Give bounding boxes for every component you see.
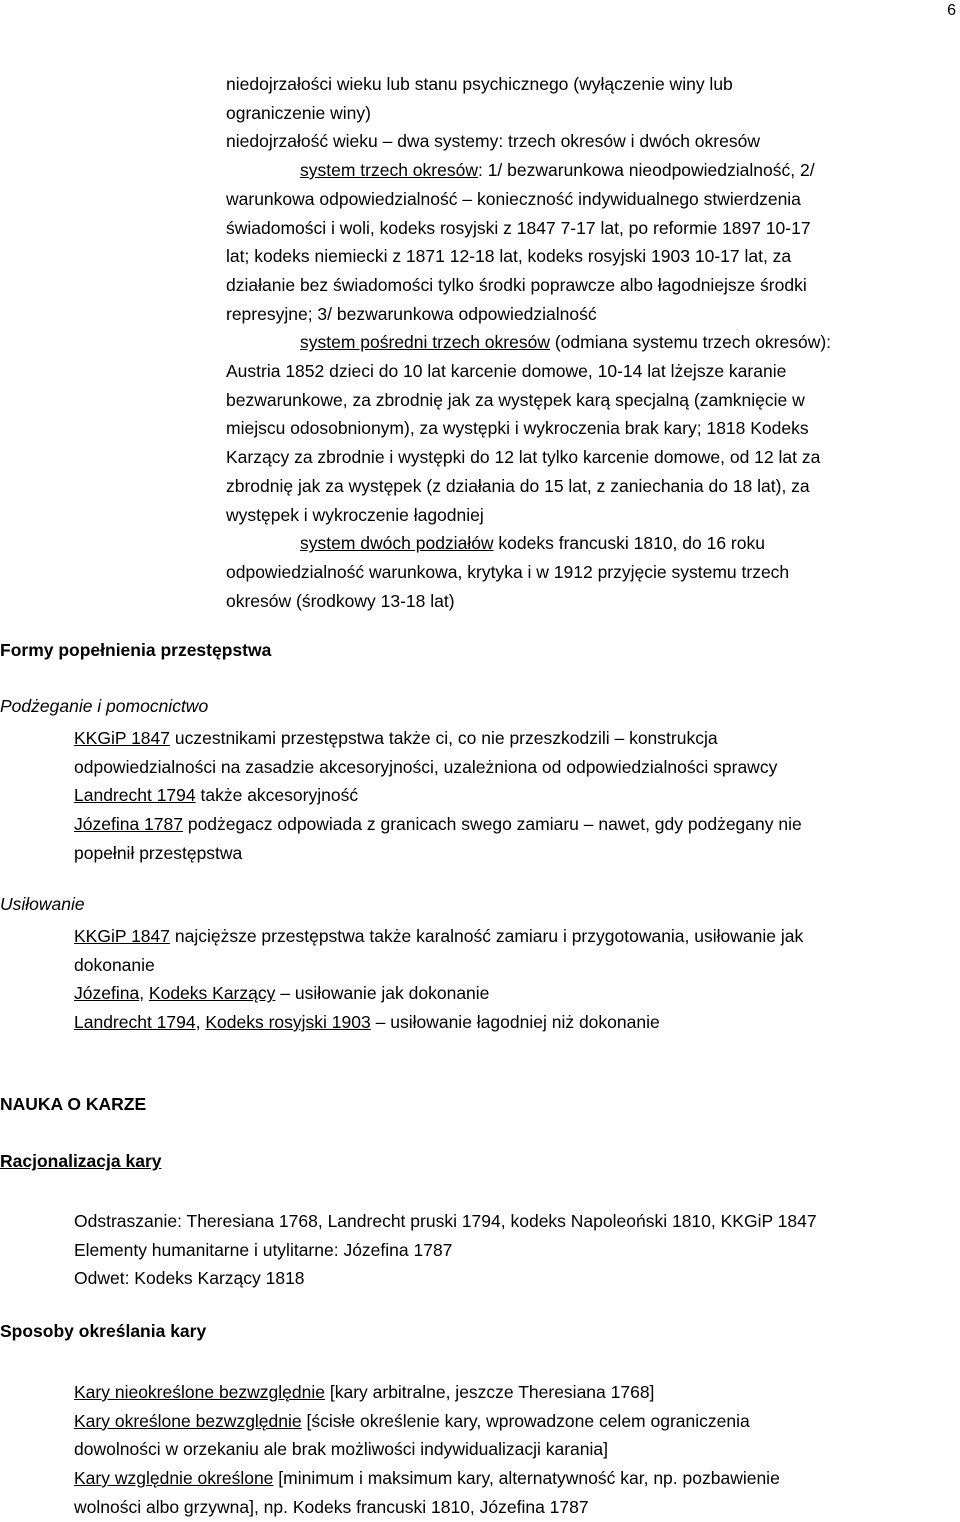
code-ref: KKGiP 1847 — [74, 728, 170, 748]
entry-line: dokonanie — [74, 954, 155, 975]
subheading-attempt: Usiłowanie — [0, 894, 85, 914]
text-line: bezwarunkowe, za zbrodnię jak za występek karą specjalną (zamknięcie w — [226, 389, 805, 410]
intermediate-system-line: system pośredni trzech okresów (odmiana systemu trzech okresów): — [300, 332, 832, 353]
text-line: zbrodnię jak za występek (z działania do 15 lat, z zaniechania do 18 lat), za — [226, 475, 810, 496]
entry-line: KKGiP 1847 najcięższe przestępstwa także karalność zamiaru i przygotowania, usiłowanie jak — [74, 926, 804, 946]
entry-line: Józefina, Kodeks Karzący – usiłowanie jak dokonanie — [74, 983, 490, 1004]
text-line: represyjne; 3/ bezwarunkowa odpowiedzialność — [226, 303, 597, 324]
text-line: Karzący za zbrodnie i występki do 12 lat tylko karcenie domowe, od 12 lat za — [226, 447, 821, 468]
code-ref: Józefina — [74, 983, 140, 1004]
incitement-entries — [74, 724, 802, 868]
text-line: lat; kodeks niemiecki z 1871 12-18 lat, kodeks rosyjski 1903 10-17 lat, za — [226, 246, 792, 267]
attempt-entries — [74, 922, 803, 1037]
three-period-system-line: system trzech okresów: 1/ bezwarunkowa nieodpowiedzialność, 2/ — [300, 160, 815, 181]
text-line: Austria 1852 dzieci do 10 lat karcenie domowe, 10-14 lat lżejsze karanie — [226, 361, 787, 382]
subheading-incitement: Podżeganie i pomocnictwo — [0, 696, 209, 716]
text-line: okresów (środkowy 13-18 lat) — [226, 590, 455, 611]
entry-line: Landrecht 1794, Kodeks rosyjski 1903 – usiłowanie łagodniej niż dokonanie — [74, 1012, 660, 1033]
text-line: działanie bez świadomości tylko środki poprawcze albo łagodniejsze środki — [226, 274, 807, 295]
rationalization-entries — [74, 1207, 817, 1293]
entry-line: popełnił przestępstwa — [74, 842, 243, 863]
text-line: niedojrzałość wieku – dwa systemy: trzech okresów i dwóch okresów — [226, 131, 760, 152]
text-line: ograniczenie winy) — [226, 102, 371, 123]
term: Kary nieokreślone bezwzględnie — [74, 1382, 325, 1402]
entry-line: odpowiedzialności na zasadzie akcesoryjności, uzależniona od odpowiedzialności sprawcy — [74, 756, 778, 777]
entry-line: Odstraszanie: Theresiana 1768, Landrecht pruski 1794, kodeks Napoleoński 1810, KKGiP 1847 — [74, 1211, 817, 1231]
entry-line: Kary określone bezwzględnie [ścisłe określenie kary, wprowadzone celem ograniczenia — [74, 1410, 750, 1431]
text-line: miejscu odosobnionym), za występki i wykroczenia brak kary; 1818 Kodeks — [226, 418, 809, 439]
two-division-system-line: system dwóch podziałów kodeks francuski 1810, do 16 roku — [300, 533, 765, 554]
entry-line: Kary względnie określone [minimum i maksimum kary, alternatywność kar, np. pozbawienie — [74, 1468, 780, 1489]
intermediate-system-label: system pośredni trzech okresów — [300, 332, 550, 353]
entry-line: Elementy humanitarne i utylitarne: Józefina 1787 — [74, 1239, 453, 1260]
entry-line: dowolności w orzekaniu ale brak możliwości indywidualizacji karania] — [74, 1439, 608, 1460]
text-line: odpowiedzialność warunkowa, krytyka i w 1912 przyjęcie systemu trzech — [226, 561, 790, 582]
section-heading-forms: Formy popełnienia przestępstwa — [0, 640, 272, 660]
three-period-system-label: system trzech okresów — [300, 160, 478, 181]
code-ref: Landrecht 1794 — [74, 1012, 196, 1033]
subheading-rationalization: Racjonalizacja kary — [0, 1151, 162, 1171]
age-immaturity-section — [226, 70, 831, 615]
entry-line: wolności albo grzywna], np. Kodeks francuski 1810, Józefina 1787 — [74, 1496, 589, 1517]
entry-line: Józefina 1787 podżegacz odpowiada z granicach swego zamiaru – nawet, gdy podżegany nie — [74, 814, 802, 835]
code-ref: Józefina 1787 — [74, 814, 183, 835]
entry-line: Odwet: Kodeks Karzący 1818 — [74, 1268, 305, 1289]
term: Kary określone bezwzględnie — [74, 1410, 302, 1431]
section-heading-punishment: NAUKA O KARZE — [0, 1094, 147, 1114]
code-ref: Landrecht 1794 — [74, 785, 196, 806]
entry-line: Kary nieokreślone bezwzględnie [kary arbitralne, jeszcze Theresiana 1768] — [74, 1382, 655, 1402]
entry-line: Landrecht 1794 także akcesoryjność — [74, 785, 359, 806]
page-number: 6 — [947, 2, 956, 19]
code-ref: Kodeks Karzący — [148, 983, 276, 1004]
code-ref: Kodeks rosyjski 1903 — [205, 1012, 371, 1033]
two-division-system-label: system dwóch podziałów — [300, 533, 494, 554]
text-line: warunkowa odpowiedzialność – konieczność indywidualnego stwierdzenia — [226, 188, 801, 209]
text-line: występek i wykroczenie łagodniej — [226, 504, 484, 525]
subheading-sentencing-methods: Sposoby określania kary — [0, 1321, 207, 1341]
text-line: niedojrzałości wieku lub stanu psychicznego (wyłączenie winy lub — [226, 74, 733, 94]
sentencing-methods-entries — [74, 1378, 780, 1522]
term: Kary względnie określone — [74, 1468, 274, 1489]
entry-line: KKGiP 1847 uczestnikami przestępstwa także ci, co nie przeszkodzili – konstrukcja — [74, 728, 718, 748]
code-ref: KKGiP 1847 — [74, 926, 170, 946]
text-line: świadomości i woli, kodeks rosyjski z 1847 7-17 lat, po reformie 1897 10-17 — [226, 217, 811, 238]
